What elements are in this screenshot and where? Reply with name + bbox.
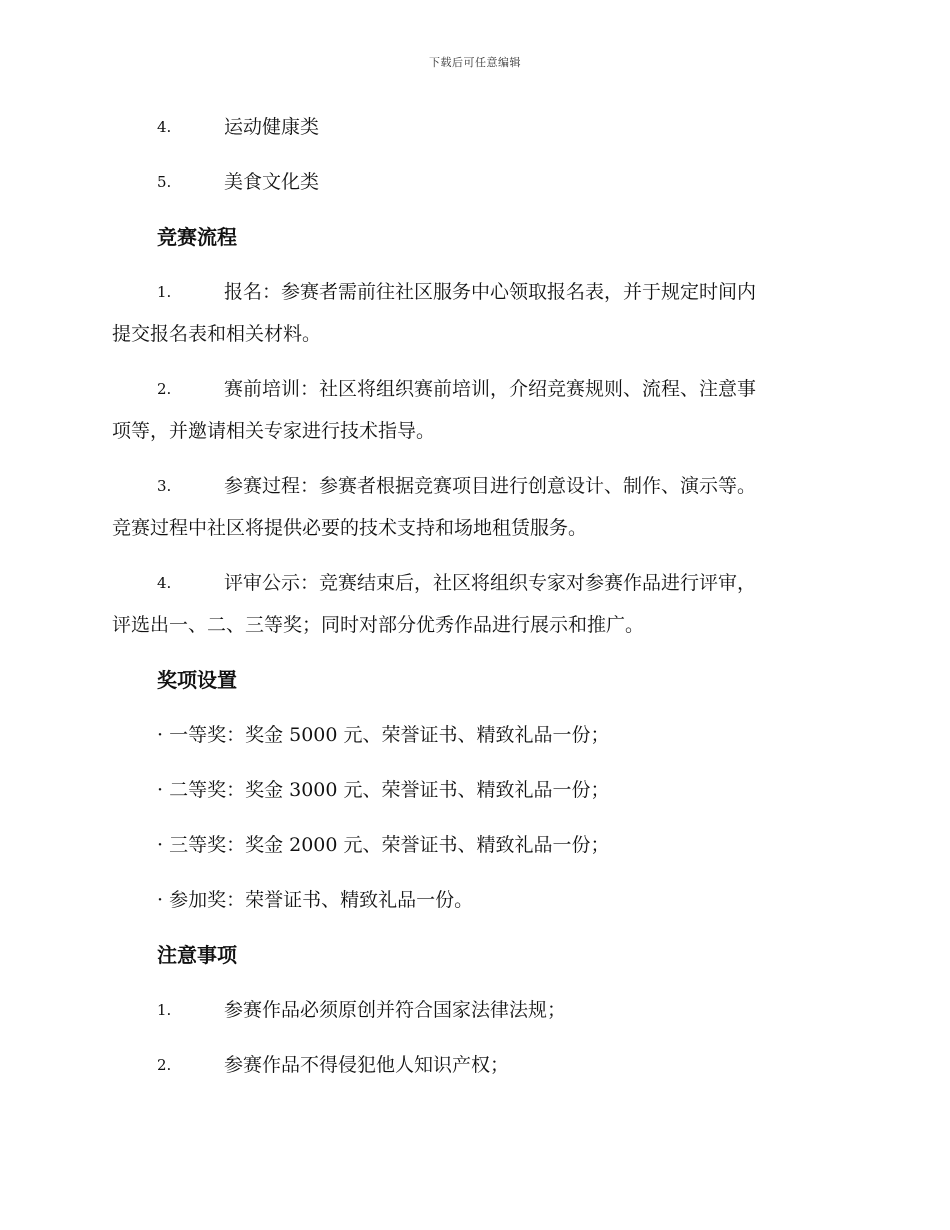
- step-text-line2: 竞赛过程中社区将提供必要的技术支持和场地租赁服务。: [112, 517, 588, 539]
- award-text: · 三等奖：奖金 2000 元、荣誉证书、精致礼品一份；: [157, 834, 610, 856]
- list-item-text: 运动健康类: [224, 116, 320, 138]
- list-number: 1.: [157, 283, 172, 301]
- step-text-line2: 评选出一、二、三等奖；同时对部分优秀作品进行展示和推广。: [112, 614, 645, 636]
- section-heading: 竞赛流程: [157, 225, 237, 249]
- step-text-line1: 赛前培训：社区将组织赛前培训，介绍竞赛规则、流程、注意事: [224, 378, 757, 400]
- list-number: 4.: [157, 118, 172, 136]
- list-number: 2.: [157, 380, 172, 398]
- note-text: 参赛作品不得侵犯他人知识产权；: [224, 1054, 510, 1076]
- list-item-text: 美食文化类: [224, 171, 320, 193]
- award-text: · 参加奖：荣誉证书、精致礼品一份。: [157, 889, 474, 911]
- step-text-line2: 项等，并邀请相关专家进行技术指导。: [112, 420, 436, 442]
- award-text: · 二等奖：奖金 3000 元、荣誉证书、精致礼品一份；: [157, 779, 610, 801]
- page-header: 下载后可任意编辑: [429, 56, 521, 69]
- list-number: 2.: [157, 1056, 172, 1074]
- step-text-line1: 评审公示：竞赛结束后，社区将组织专家对参赛作品进行评审，: [224, 572, 757, 594]
- section-heading: 奖项设置: [157, 668, 237, 692]
- step-text-line2: 提交报名表和相关材料。: [112, 323, 322, 345]
- list-number: 4.: [157, 574, 172, 592]
- list-number: 1.: [157, 1001, 172, 1019]
- list-number: 3.: [157, 477, 172, 495]
- section-heading: 注意事项: [157, 943, 237, 967]
- award-text: · 一等奖：奖金 5000 元、荣誉证书、精致礼品一份；: [157, 724, 610, 746]
- step-text-line1: 报名：参赛者需前往社区服务中心领取报名表，并于规定时间内: [224, 281, 757, 303]
- step-text-line1: 参赛过程：参赛者根据竞赛项目进行创意设计、制作、演示等。: [224, 475, 757, 497]
- list-number: 5.: [157, 173, 172, 191]
- note-text: 参赛作品必须原创并符合国家法律法规；: [224, 999, 567, 1021]
